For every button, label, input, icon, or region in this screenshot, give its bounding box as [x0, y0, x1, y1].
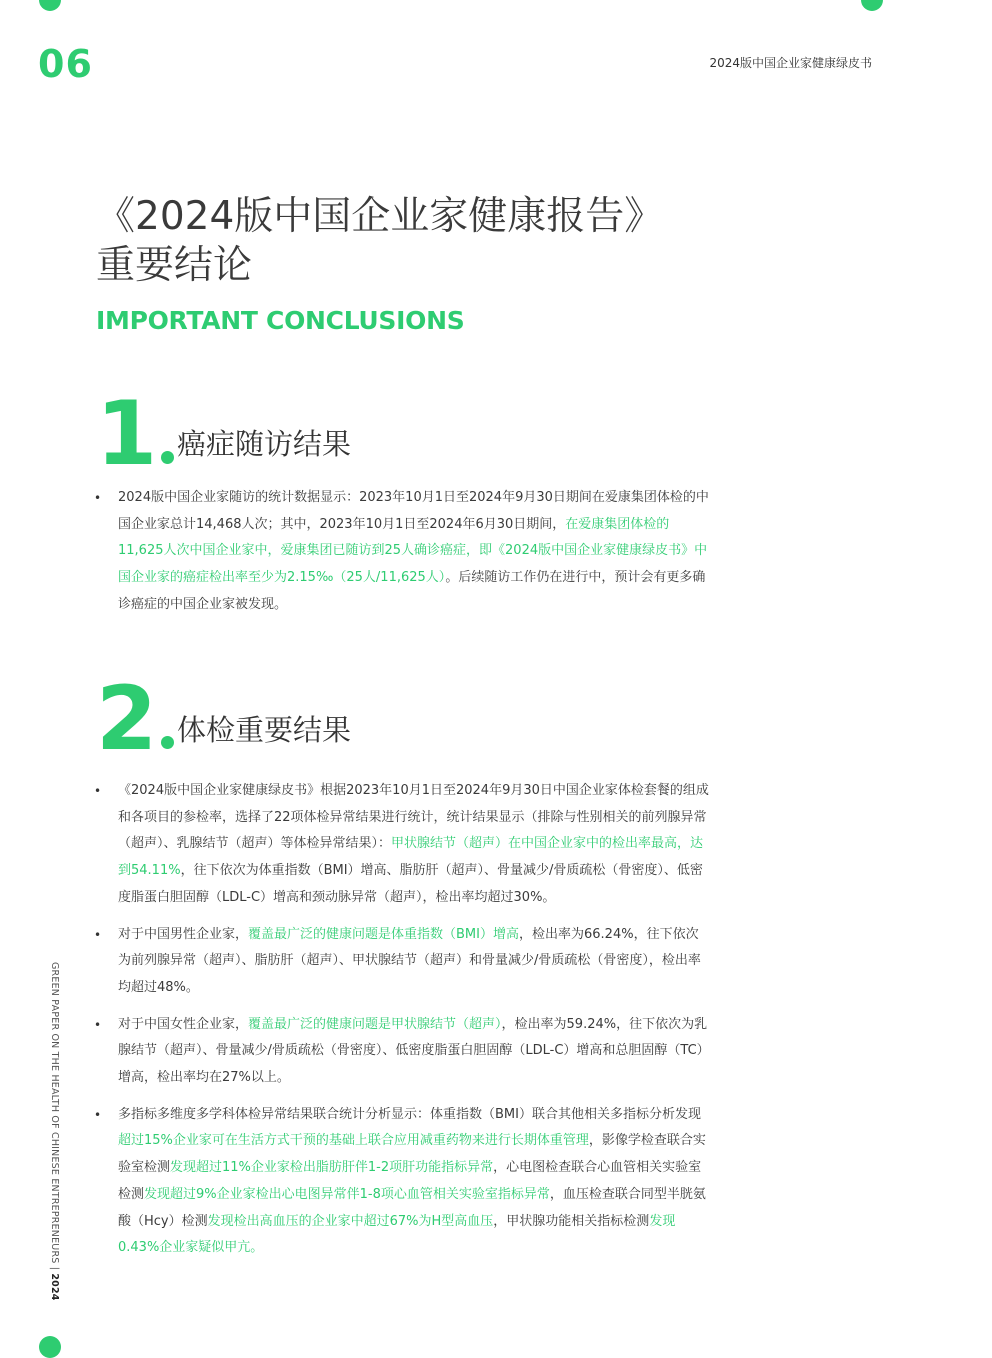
highlight-text: 超过15%企业家可在生活方式干预的基础上联合应用减重药物来进行长期体重管理 — [118, 1133, 589, 1149]
body-text: ，检出率为66.24%，往下依次为前列腺异常（超声）、脂肪肝（超声）、甲状腺结节（超声）和骨量减少/骨质疏松（骨密度），检出率均超过48%。 — [118, 926, 701, 995]
bullet-item — [92, 1012, 710, 1092]
highlight-text: 覆盖最广泛的健康问题是体重指数（BMI）增高 — [248, 926, 519, 942]
sidebar-vertical-text — [48, 962, 60, 1301]
decor-dot-bottom-left — [39, 1336, 61, 1358]
highlight-text: 发现0.43%企业家疑似甲亢。 — [118, 1213, 676, 1256]
body-text: ，甲状腺功能相关指标检测 — [493, 1213, 650, 1229]
body-text: 2024版中国企业家随访的统计数据显示：2023年10月1日至2024年9月30日期间在爱康集团体检的中国企业家总计14,468人次；其中，2023年10月1日至2024年6月30日期间， — [118, 490, 709, 532]
body-text: 对于中国男性企业家， — [118, 926, 249, 942]
section-1-title: 癌症随访结果 — [177, 427, 352, 461]
bullet-item — [92, 922, 710, 1002]
bullet-item — [92, 1102, 710, 1262]
body-text: 对于中国女性企业家， — [118, 1016, 249, 1032]
body-text: ，心电图检查联合心血管相关实验室检测 — [118, 1160, 702, 1202]
highlight-text: 发现超过9%企业家检出心电图异常伴1-8项心血管相关实验室指标异常 — [144, 1186, 550, 1202]
section-1-bullets — [92, 485, 710, 619]
page-title — [96, 192, 663, 290]
body-text: ，影像学检查联合实验室检测 — [118, 1133, 706, 1176]
decor-dot-top-left — [39, 0, 61, 11]
decor-dot-top-right — [861, 0, 883, 11]
page-subtitle: IMPORTANT CONCLUSIONS — [96, 306, 465, 335]
body-text: 《2024版中国企业家健康绿皮书》根据2023年10月1日至2024年9月30日中国企业家体检套餐的组成和各项目的参检率，选择了22项体检异常结果进行统计，统计结果显示（排除与性别相关的前列腺异常（超声）、乳腺结节（超声）等体检异常结果）： — [118, 783, 709, 852]
header-doc-title: 2024版中国企业家健康绿皮书 — [709, 56, 872, 70]
body-text: ，血压检查联合同型半胱氨酸（Hcy）检测 — [118, 1186, 706, 1229]
body-text: 多指标多维度多学科体检异常结果联合统计分析显示：体重指数（BMI）联合其他相关多指标分析发现 — [118, 1106, 701, 1122]
body-text: 。后续随访工作仍在进行中，预计会有更多确诊癌症的中国企业家被发现。 — [118, 570, 706, 612]
highlight-text: 发现超过11%企业家检出脂肪肝伴1-2项肝功能指标异常 — [170, 1160, 494, 1176]
section-1-number: 1 — [96, 390, 174, 478]
highlight-text: 覆盖最广泛的健康问题是甲状腺结节（超声） — [248, 1016, 502, 1032]
sidebar-year: 2024 — [49, 1273, 60, 1301]
page-number: 06 — [38, 42, 93, 86]
section-2-title: 体检重要结果 — [177, 713, 352, 747]
body-text: ，往下依次为体重指数（BMI）增高、脂肪肝（超声）、骨量减少/骨质疏松（骨密度）、低密度脂蛋白胆固醇（LDL-C）增高和颈动脉异常（超声），检出率均超过30%。 — [118, 863, 703, 905]
highlight-text: 甲状腺结节（超声）在中国企业家中的检出率最高，达到54.11% — [118, 836, 704, 879]
section-2-bullets — [92, 778, 710, 1262]
highlight-text: 在爱康集团体检的11,625人次中国企业家中，爱康集团已随访到25人确诊癌症，即《2024版中国企业家健康绿皮书》中国企业家的癌症检出率至少为2.15‰（25人/11,625人） — [118, 516, 708, 586]
body-text: ，检出率为59.24%，往下依次为乳腺结节（超声）、骨量减少/骨质疏松（骨密度）、低密度脂蛋白胆固醇（LDL-C）增高和总胆固醇（TC）增高，检出率均在27%以上。 — [118, 1016, 710, 1086]
bullet-item — [92, 485, 710, 619]
highlight-text: 发现检出高血压的企业家中超过67%为H型高血压 — [207, 1213, 494, 1229]
section-2-number: 2 — [96, 675, 174, 763]
sidebar-separator: | — [49, 1266, 60, 1274]
page-title-line1: 《2024版中国企业家健康报告》 — [96, 194, 664, 239]
sidebar-series-title: GREEN PAPER ON THE HEALTH OF CHINESE ENTREPRENEURS — [49, 962, 60, 1264]
bullet-item — [92, 778, 710, 912]
page-title-line2: 重要结论 — [96, 243, 253, 288]
